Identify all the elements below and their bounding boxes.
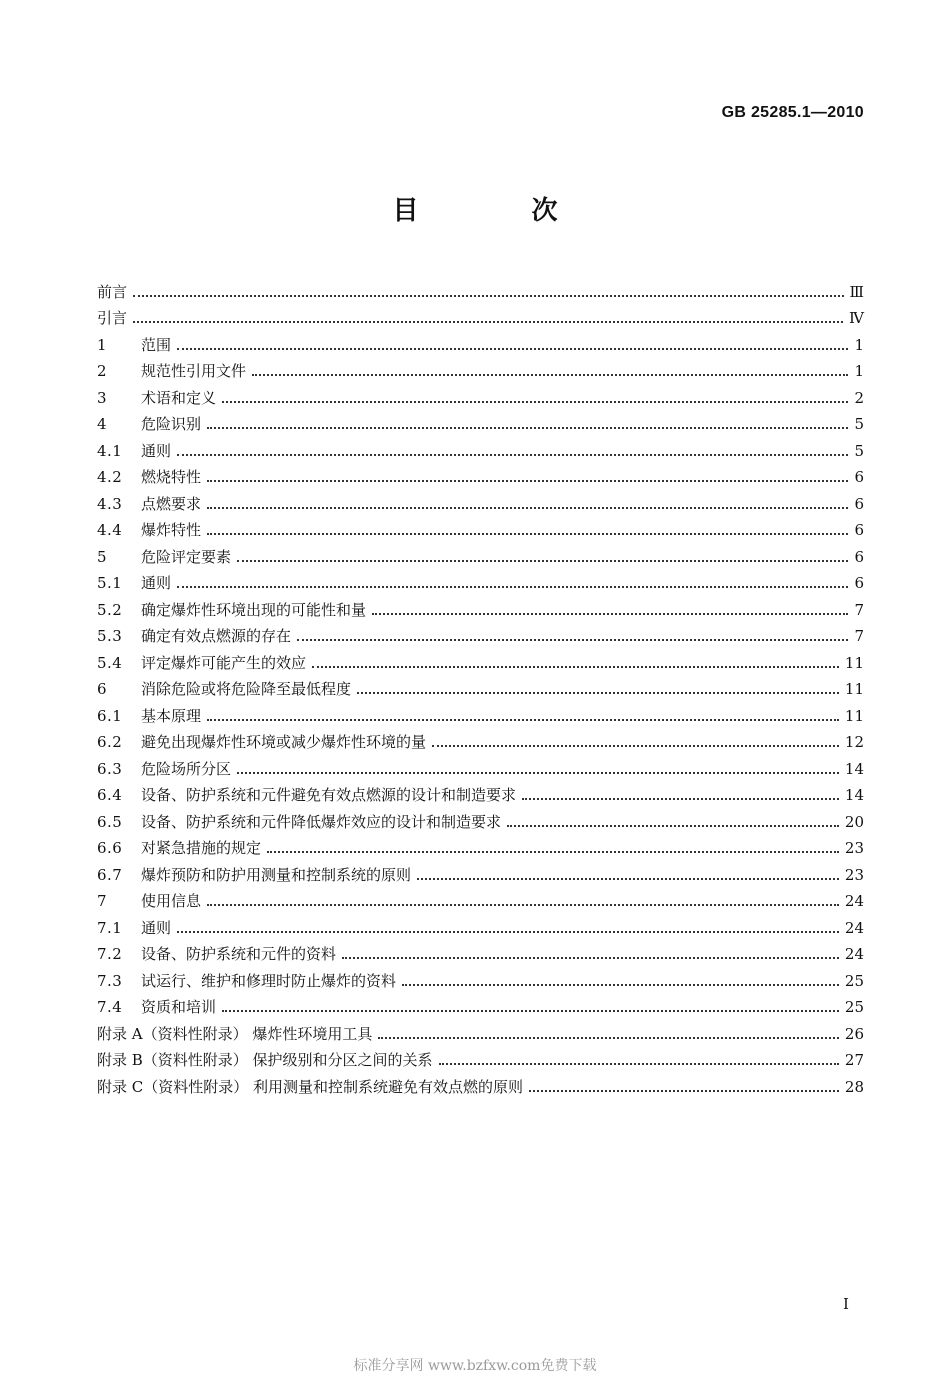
toc-entry[interactable] [97,592,864,619]
toc-entry-page: 11 [844,706,864,725]
toc-entry-label: 设备、防护系统和元件的资料 [141,945,337,963]
toc-entry-page: 20 [844,812,864,831]
toc-entry-number: 4.1 [97,441,123,460]
toc-entry-label: 前言 [97,282,128,301]
page-title: 目 次 [392,196,610,226]
toc-entry-page: 24 [844,918,864,937]
toc-entry[interactable] [97,990,864,1017]
toc-entry[interactable] [97,937,864,964]
toc-entry-label: 附录 A（资料性附录） 爆炸性环境用工具 [97,1024,373,1043]
toc-entry-page: 5 [854,441,864,460]
dot-leader [507,825,839,827]
toc-entry-number: 7.3 [97,971,123,990]
toc-entry[interactable] [97,354,864,381]
toc-entry[interactable] [97,963,864,990]
toc-entry[interactable] [97,407,864,434]
toc-entry-label: 基本原理 [141,706,202,725]
toc-entry-number: 6.2 [97,733,123,751]
toc-entry-page: 12 [844,733,864,751]
dot-leader [207,507,848,509]
toc-entry-page: Ⅳ [849,309,864,327]
toc-entry-label: 附录 C（资料性附录） 利用测量和控制系统避免有效点燃的原则 [97,1077,524,1096]
toc-entry[interactable] [97,751,864,778]
dot-leader [207,904,839,906]
toc-entry-label: 通则 [141,574,172,592]
toc-entry-label: 爆炸特性 [141,521,202,539]
toc-entry-label: 对紧急措施的规定 [141,839,262,857]
toc-entry-label: 避免出现爆炸性环境或减少爆炸性环境的量 [141,733,427,751]
dot-leader [177,348,848,350]
toc-entry-label: 消除危险或将危险降至最低程度 [141,680,352,698]
toc-entry[interactable] [97,433,864,460]
toc-entry-number: 6.1 [97,706,123,725]
page-number: I [843,1295,849,1313]
toc-entry[interactable] [97,1069,864,1096]
dot-leader [177,931,839,933]
toc-entry-number: 5 [97,547,108,566]
toc-entry-label: 危险评定要素 [141,547,232,566]
toc-entry-page: 1 [854,335,864,354]
toc-entry-page: 6 [854,494,864,513]
dot-leader [177,586,848,588]
toc-entry-label: 设备、防护系统和元件降低爆炸效应的设计和制造要求 [141,812,502,831]
toc-entry-number: 4.3 [97,494,123,513]
toc-entry[interactable] [97,327,864,354]
toc-entry[interactable] [97,539,864,566]
toc-entry-page: 23 [844,839,864,857]
toc-entry-number: 4.4 [97,521,123,539]
dot-leader [372,613,848,615]
toc-entry-label: 危险场所分区 [141,759,232,778]
dot-leader [312,666,839,668]
toc-entry[interactable] [97,1043,864,1070]
toc-entry-page: 7 [854,600,864,619]
toc-entry-label: 爆炸预防和防护用测量和控制系统的原则 [141,865,412,884]
toc-entry[interactable] [97,778,864,805]
dot-leader [522,798,839,800]
toc-entry-number: 1 [97,335,108,354]
toc-entry-number: 5.2 [97,600,123,619]
dot-leader [177,454,848,456]
toc-entry-label: 引言 [97,309,128,327]
toc-entry-page: 5 [854,415,864,433]
dot-leader [207,719,839,721]
dot-leader [297,639,848,641]
toc-entry-page: 28 [844,1077,864,1096]
toc-entry[interactable] [97,460,864,487]
toc-entry-page: 23 [844,865,864,884]
toc-entry-number: 7 [97,892,108,910]
toc-entry-number: 5.1 [97,574,123,592]
toc-entry-label: 危险识别 [141,415,202,433]
dot-leader [133,321,843,323]
toc-entry-label: 术语和定义 [141,388,217,407]
toc-entry[interactable] [97,274,864,301]
toc-entry-label: 使用信息 [141,892,202,910]
dot-leader [432,745,839,747]
toc-entry-label: 附录 B（资料性附录） 保护级别和分区之间的关系 [97,1051,433,1069]
toc-entry-label: 确定爆炸性环境出现的可能性和量 [141,600,367,619]
dot-leader [342,957,839,959]
toc-entry-label: 确定有效点燃源的存在 [141,627,292,645]
toc-entry[interactable] [97,910,864,937]
toc-entry[interactable] [97,831,864,858]
toc-entry[interactable] [97,301,864,328]
dot-leader [207,480,848,482]
toc-entry[interactable] [97,486,864,513]
toc-entry-page: 25 [844,998,864,1016]
dot-leader [529,1090,839,1092]
toc-entry[interactable] [97,380,864,407]
toc-entry-number: 5.4 [97,653,123,672]
toc-entry-label: 点燃要求 [141,494,202,513]
toc-entry[interactable] [97,884,864,911]
toc-entry[interactable] [97,672,864,699]
dot-leader [237,560,848,562]
toc-entry-page: 6 [854,468,864,486]
toc-entry-label: 规范性引用文件 [141,362,247,380]
toc-entry[interactable] [97,804,864,831]
toc-entry-number: 6.4 [97,786,123,804]
toc-entry-label: 试运行、维护和修理时防止爆炸的资料 [141,971,397,990]
toc-entry-number: 3 [97,388,108,407]
toc-entry-label: 燃烧特性 [141,468,202,486]
toc-entry-page: 1 [854,362,864,380]
dot-leader [207,533,848,535]
toc-entry-label: 资质和培训 [141,998,217,1016]
dot-leader [357,692,839,694]
toc-entry-page: 6 [854,521,864,539]
toc-entry-page: 25 [844,971,864,990]
dot-leader [237,772,839,774]
toc-entry-page: 24 [844,892,864,910]
table-of-contents [97,274,864,1096]
toc-entry-number: 7.1 [97,918,123,937]
toc-entry-number: 6.5 [97,812,123,831]
toc-entry-number: 5.3 [97,627,123,645]
toc-entry-page: 24 [844,945,864,963]
toc-entry-page: 26 [844,1024,864,1043]
toc-entry[interactable] [97,513,864,540]
toc-entry-page: 7 [854,627,864,645]
toc-entry-label: 范围 [141,335,172,354]
toc-entry[interactable] [97,619,864,646]
toc-entry[interactable] [97,725,864,752]
toc-entry[interactable] [97,857,864,884]
toc-entry-number: 6.3 [97,759,123,778]
toc-entry-page: 2 [854,388,864,407]
toc-entry-page: 14 [844,786,864,804]
toc-entry-page: 11 [844,680,864,698]
toc-entry-label: 设备、防护系统和元件避免有效点燃源的设计和制造要求 [141,786,517,804]
dot-leader [417,878,839,880]
toc-entry-number: 2 [97,362,108,380]
dot-leader [402,984,839,986]
toc-entry[interactable] [97,1016,864,1043]
toc-entry-number: 6 [97,680,108,698]
dot-leader [267,851,839,853]
watermark: 标准分享网 www.bzfxw.com免费下载 [353,1358,597,1374]
toc-entry-page: Ⅲ [849,282,864,301]
toc-entry-page: 27 [844,1051,864,1069]
dot-leader [378,1037,839,1039]
toc-entry[interactable] [97,645,864,672]
toc-entry-label: 通则 [141,441,172,460]
toc-entry-number: 6.7 [97,865,123,884]
toc-entry-page: 14 [844,759,864,778]
dot-leader [222,1010,839,1012]
toc-entry[interactable] [97,566,864,593]
toc-entry-number: 4.2 [97,468,123,486]
dot-leader [222,401,848,403]
toc-entry-page: 6 [854,574,864,592]
dot-leader [439,1063,839,1065]
toc-entry-number: 7.4 [97,998,123,1016]
dot-leader [252,374,848,376]
dot-leader [133,295,844,297]
toc-entry-label: 通则 [141,918,172,937]
dot-leader [207,427,848,429]
toc-entry-page: 11 [844,653,864,672]
toc-entry-number: 4 [97,415,108,433]
toc-entry[interactable] [97,698,864,725]
toc-entry-label: 评定爆炸可能产生的效应 [141,653,307,672]
toc-entry-number: 6.6 [97,839,123,857]
toc-entry-number: 7.2 [97,945,123,963]
toc-entry-page: 6 [854,547,864,566]
document-code: GB 25285.1—2010 [721,104,864,121]
